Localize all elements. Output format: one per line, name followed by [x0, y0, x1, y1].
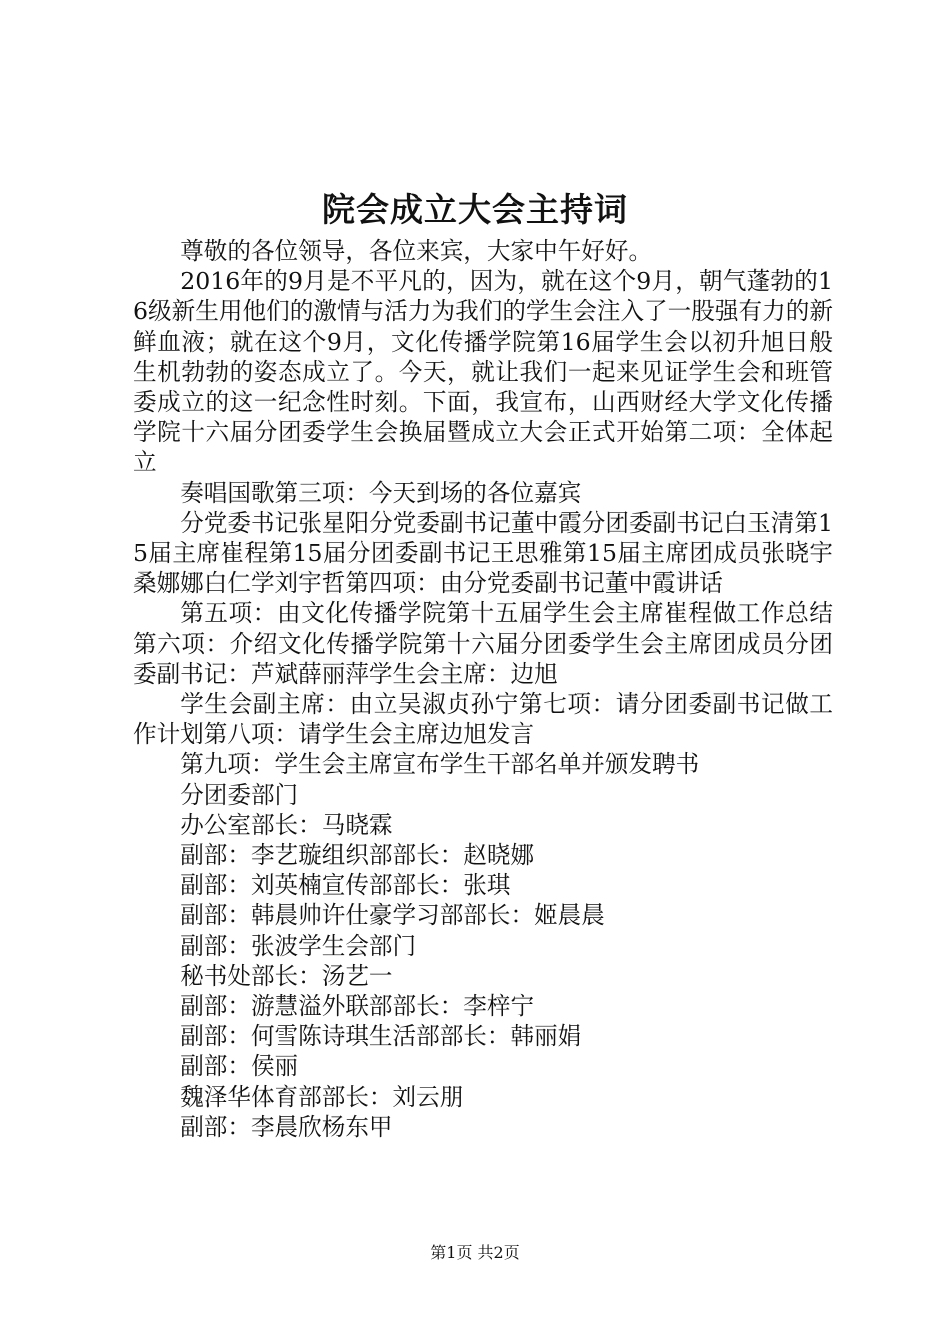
- document-title: 院会成立大会主持词: [322, 190, 628, 229]
- paragraph: 副部：韩晨帅许仕豪学习部部长：姬晨晨: [180, 901, 605, 930]
- paragraph: 副部：李艺璇组织部部长：赵晓娜: [180, 841, 535, 870]
- paragraph: 副部：张波学生会部门: [180, 931, 417, 960]
- page-number: 第1页 共2页: [430, 1243, 520, 1262]
- paragraph: 第五项：由文化传播学院第十五届学生会主席崔程做工作总结第六项：介绍文化传播学院第十六届分团委学生会主席团成员分团委副书记：芦斌薛丽萍学生会主席：边旭: [133, 599, 833, 688]
- document-body: [133, 236, 833, 1142]
- paragraph: 奏唱国歌第三项：今天到场的各位嘉宾: [180, 478, 582, 507]
- paragraph: 副部：游慧溢外联部部长：李梓宁: [180, 992, 535, 1021]
- paragraph: 副部：侯丽: [180, 1052, 299, 1081]
- paragraph: 学生会副主席：由立吴淑贞孙宁第七项：请分团委副书记做工作计划第八项：请学生会主席边旭发言: [133, 690, 833, 749]
- paragraph: 副部：刘英楠宣传部部长：张琪: [180, 871, 511, 900]
- paragraph: 分团委部门: [180, 780, 299, 809]
- paragraph: 秘书处部长：汤艺一: [180, 961, 393, 990]
- paragraph: 办公室部长：马晓霖: [180, 810, 393, 839]
- paragraph: 副部：李晨欣杨东甲: [180, 1112, 393, 1141]
- paragraph: 分党委书记张星阳分党委副书记董中霞分团委副书记白玉清第15届主席崔程第15届分团委副书记王思雅第15届主席团成员张晓宇桑娜娜白仁学刘宇哲第四项：由分党委副书记董中霞讲话: [133, 508, 833, 598]
- paragraph: 第九项：学生会主席宣布学生干部名单并颁发聘书: [180, 750, 700, 779]
- paragraph: 魏泽华体育部部长：刘云朋: [180, 1082, 464, 1111]
- paragraph: 副部：何雪陈诗琪生活部部长：韩丽娟: [180, 1022, 582, 1051]
- paragraph: 尊敬的各位领导，各位来宾，大家中午好好。: [180, 237, 653, 265]
- paragraph: 2016年的9月是不平凡的，因为，就在这个9月，朝气蓬勃的16级新生用他们的激情与活力为我们的学生会注入了一股强有力的新鲜血液；就在这个9月，文化传播学院第16届学生会以初升旭日般生机勃勃的姿态成立了。今天，就让我们一起来见证学生会和班管委成立的这一纪念性时刻。下面，我宣布，山西财经大学文化传播学院十六届分团委学生会换届暨成立大会正式开始第二项：全体起立: [133, 267, 833, 477]
